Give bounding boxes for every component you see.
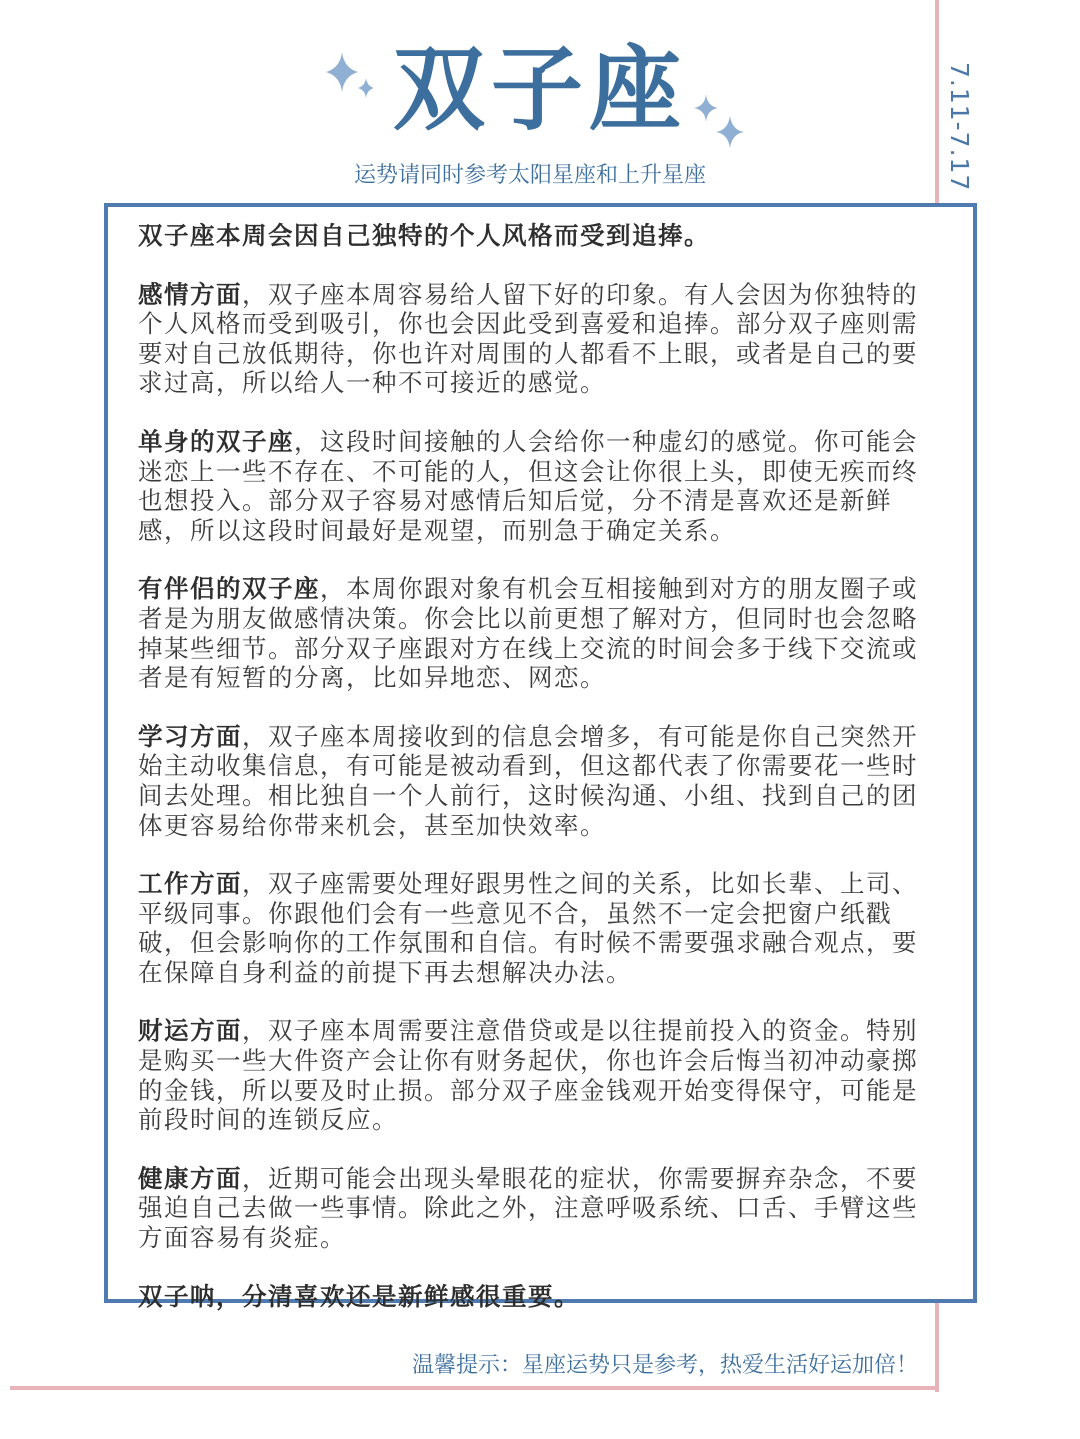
section-text: ，双子座本周容易给人留下好的印象。有人会因为你独特的个人风格而受到吸引，你也会因此受到喜爱和追捧。部分双子座则需要对自己放低期待，你也许对周围的人都看不上眼，或者是自己的要求过高，所以给人一种不可接近的感觉。 xyxy=(138,279,918,398)
section-love xyxy=(138,280,918,398)
section-text: ，近期可能会出现头晕眼花的症状，你需要摒弃杂念，不要强迫自己去做一些事情。除此之外，注意呼吸系统、口舌、手臂这些方面容易有炎症。 xyxy=(138,1163,918,1253)
content-card xyxy=(104,203,977,1311)
article-body xyxy=(138,221,918,1340)
section-text: ，这段时间接触的人会给你一种虚幻的感觉。你可能会迷恋上一些不存在、不可能的人，但这会让你很上头，即使无疾而终也想投入。部分双子容易对感情后知后觉，分不清是喜欢还是新鲜感，所以这段时间最好是观望，而别急于确定关系。 xyxy=(138,426,918,545)
section-text: ，双子座本周接收到的信息会增多，有可能是你自己突然开始主动收集信息，有可能是被动看到，但这都代表了你需要花一些时间去处理。相比独自一个人前行，这时候沟通、小组、找到自己的团体更容易给你带来机会，甚至加快效率。 xyxy=(138,721,918,840)
section-text: ，双子座需要处理好跟男性之间的关系，比如长辈、上司、平级同事。你跟他们会有一些意见不合，虽然不一定会把窗户纸戳破，但会影响你的工作氛围和自信。有时候不需要强求融合观点，要在保障自身利益的前提下再去想解决办法。 xyxy=(138,869,918,987)
subtitle: 运势请同时参考太阳星座和上升星座 xyxy=(353,163,706,188)
page-title: 双子座 xyxy=(392,36,687,143)
section-heading: 有伴侣的双子座 xyxy=(138,574,320,604)
section-single xyxy=(138,427,918,545)
section-partnered xyxy=(138,574,918,692)
section-work xyxy=(138,869,918,987)
section-heading: 感情方面 xyxy=(138,279,242,309)
section-heading: 财运方面 xyxy=(138,1016,242,1046)
section-heading: 单身的双子座 xyxy=(138,426,294,456)
section-heading: 学习方面 xyxy=(138,721,242,751)
section-heading: 工作方面 xyxy=(138,869,242,899)
lead-sentence: 双子座本周会因自己独特的个人风格而受到追捧。 xyxy=(138,221,710,250)
section-heading: 健康方面 xyxy=(138,1163,242,1193)
section-text: ，本周你跟对象有机会互相接触到对方的朋友圈子或者是为朋友做感情决策。你会比以前更想了解对方，但同时也会忽略掉某些细节。部分双子座跟对方在线上交流的时间会多于线下交流或者是有短暂的分离，比如异地恋、网恋。 xyxy=(138,574,918,693)
section-text: ，双子座本周需要注意借贷或是以往提前投入的资金。特别是购买一些大件资产会让你有财务起伏，你也许会后悔当初冲动豪掷的金钱，所以要及时止损。部分双子座金钱观开始变得保守，可能是前段时间的连锁反应。 xyxy=(138,1016,918,1135)
pink-horizontal-line xyxy=(10,1386,939,1390)
section-study xyxy=(138,722,918,840)
section-health xyxy=(138,1164,918,1253)
section-finance xyxy=(138,1016,918,1134)
footer-tip: 温馨提示：星座运势只是参考，热爱生活好运加倍！ xyxy=(411,1353,918,1378)
closing-sentence: 双子呐，分清喜欢还是新鲜感很重要。 xyxy=(138,1281,580,1311)
date-range: 7.11-7.17 xyxy=(945,62,974,192)
